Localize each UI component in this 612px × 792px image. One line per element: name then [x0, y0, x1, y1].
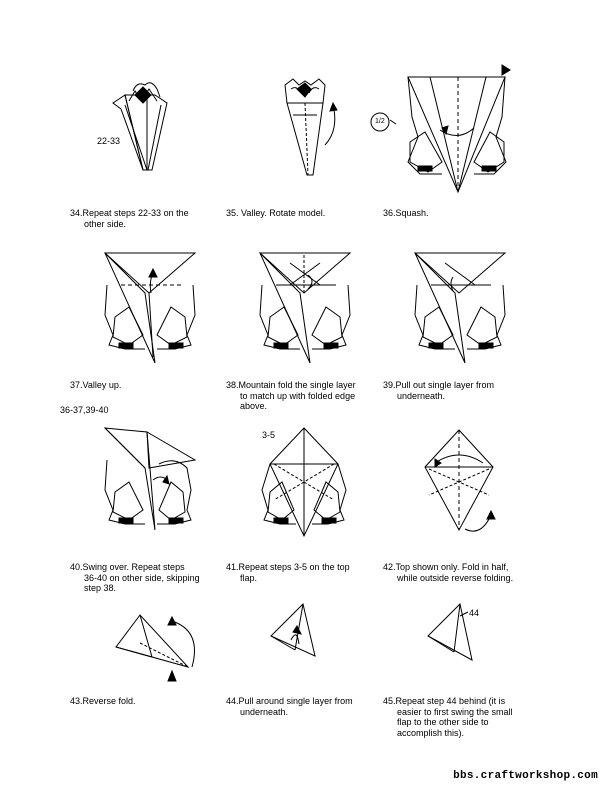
step-45-line3: flap to the other side to — [397, 717, 489, 727]
step-36-diagram — [370, 62, 530, 197]
step-42-diagram — [415, 425, 505, 540]
step-45-line1: 45.Repeat step 44 behind (it is — [383, 696, 506, 706]
step-43-caption — [70, 696, 220, 707]
step-34-figure — [105, 75, 175, 175]
step-43-line1: 43.Reverse fold. — [70, 696, 136, 706]
step-44-line2: underneath. — [240, 706, 289, 717]
step-36-figure — [370, 62, 530, 197]
step-38-diagram — [250, 245, 360, 365]
step-35-caption — [226, 208, 376, 219]
step-34-caption — [70, 208, 220, 229]
step-45-caption — [383, 696, 533, 738]
step-34-diagram — [105, 75, 175, 175]
step-39-diagram — [405, 245, 515, 365]
step-34-ref: 22-33 — [97, 136, 121, 146]
step-44-caption — [226, 696, 376, 717]
step-38-figure — [250, 245, 360, 365]
step-42-line1: 42.Top shown only. Fold in half, — [383, 562, 509, 572]
step-40-figure — [95, 420, 205, 540]
step-40-caption — [70, 562, 220, 594]
step-41-figure — [250, 420, 360, 540]
step-42-line2: while outside reverse folding. — [397, 572, 514, 583]
footer-url: bbs.craftworkshop.com — [453, 770, 598, 782]
step-39-figure — [405, 245, 515, 365]
step-37-diagram — [95, 245, 205, 365]
step-34-line2: other side. — [84, 218, 127, 229]
step-43-figure — [110, 605, 210, 685]
step-35-diagram — [275, 75, 350, 180]
step-43-diagram — [110, 605, 210, 685]
step-45-line4: accomplish this). — [397, 727, 465, 738]
step-40-line1: 40.Swing over. Repeat steps — [70, 562, 185, 572]
step-38-line1: 38.Mountain fold the single layer — [226, 380, 356, 390]
step-40-line2: 36-40 on other side, skipping — [84, 572, 200, 583]
step-38-line2: to match up with folded edge — [240, 390, 356, 401]
step-45-ref: 44 — [469, 608, 480, 618]
step-39-caption — [383, 380, 533, 401]
step-41-diagram — [250, 420, 360, 540]
step-38-line3: above. — [240, 401, 268, 411]
step-37-caption — [70, 380, 220, 391]
step-37-figure — [95, 245, 205, 365]
step-40-diagram — [95, 420, 205, 540]
step-36-line1: 36.Squash. — [383, 208, 429, 218]
step-44-diagram — [265, 600, 325, 670]
step-40-ref: 36-37,39-40 — [60, 405, 109, 415]
step-44-figure — [265, 600, 325, 670]
step-39-line2: underneath. — [397, 390, 446, 401]
step-45-line2: easier to first swing the small — [397, 706, 513, 717]
step-41-ref: 3-5 — [262, 430, 276, 440]
step-42-caption — [383, 562, 533, 583]
step-44-line1: 44.Pull around single layer from — [226, 696, 353, 706]
step-42-figure — [415, 425, 505, 540]
step-35-figure — [275, 75, 350, 180]
step-41-caption — [226, 562, 376, 583]
step-41-line1: 41.Repeat steps 3-5 on the top — [226, 562, 350, 572]
step-36-ref: 1/2 — [375, 118, 385, 125]
step-36-caption — [383, 208, 533, 219]
step-35-line1: 35. Valley. Rotate model. — [226, 208, 326, 218]
step-37-line1: 37.Valley up. — [70, 380, 122, 390]
step-38-caption — [226, 380, 376, 412]
step-34-line1: 34.Repeat steps 22-33 on the — [70, 208, 189, 218]
step-41-line2: flap. — [240, 572, 258, 583]
step-40-line3: step 38. — [84, 583, 117, 593]
step-39-line1: 39.Pull out single layer from — [383, 380, 495, 390]
